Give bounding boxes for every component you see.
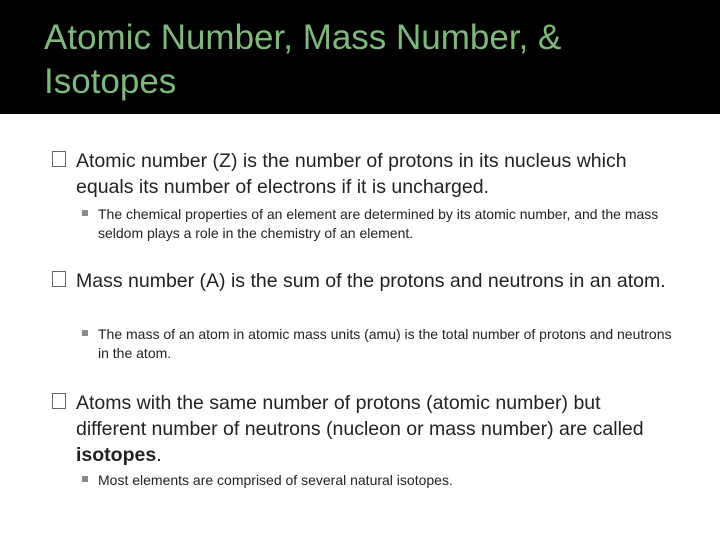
- bullet-post: .: [156, 444, 162, 466]
- square-bullet-icon: [82, 330, 88, 336]
- bullet-rest: is the sum of the protons and neutrons in an atom.: [225, 270, 666, 292]
- bullet-text: [76, 390, 672, 468]
- bullet-emphasis: isotopes: [76, 444, 157, 466]
- sub-bullet-isotopes: [82, 471, 672, 490]
- bullet-pre: Atoms with the same number of protons (atomic number) but different number of neutrons (nucleon or mass number) are called: [76, 392, 644, 440]
- checkbox-bullet-icon: [52, 393, 66, 409]
- bullet-lead: Atomic number (Z): [76, 150, 238, 172]
- sub-bullet-mass-number: [82, 325, 672, 363]
- bullet-lead: Mass number (A): [76, 270, 226, 292]
- checkbox-bullet-icon: [52, 271, 66, 287]
- square-bullet-icon: [82, 210, 88, 216]
- sub-bullet-atomic-number: [82, 205, 672, 243]
- bullet-text: [76, 148, 672, 200]
- square-bullet-icon: [82, 476, 88, 482]
- checkbox-bullet-icon: [52, 151, 66, 167]
- sub-bullet-text: The mass of an atom in atomic mass units (amu) is the total number of protons and neutrons in the atom.: [98, 326, 672, 361]
- bullet-mass-number: [52, 268, 672, 294]
- sub-bullet-text: Most elements are comprised of several natural isotopes.: [98, 472, 453, 488]
- sub-bullet-text: The chemical properties of an element are determined by its atomic number, and the mass seldom plays a role in the chemistry of an element.: [98, 206, 659, 241]
- bullet-text: [76, 268, 672, 294]
- bullet-rest: is the number of protons in its nucleus which equals its number of electrons if it is uncharged.: [76, 150, 627, 198]
- bullet-isotopes: [52, 390, 672, 468]
- slide-title: Atomic Number, Mass Number, & Isotopes: [44, 18, 562, 101]
- bullet-atomic-number: [52, 148, 672, 200]
